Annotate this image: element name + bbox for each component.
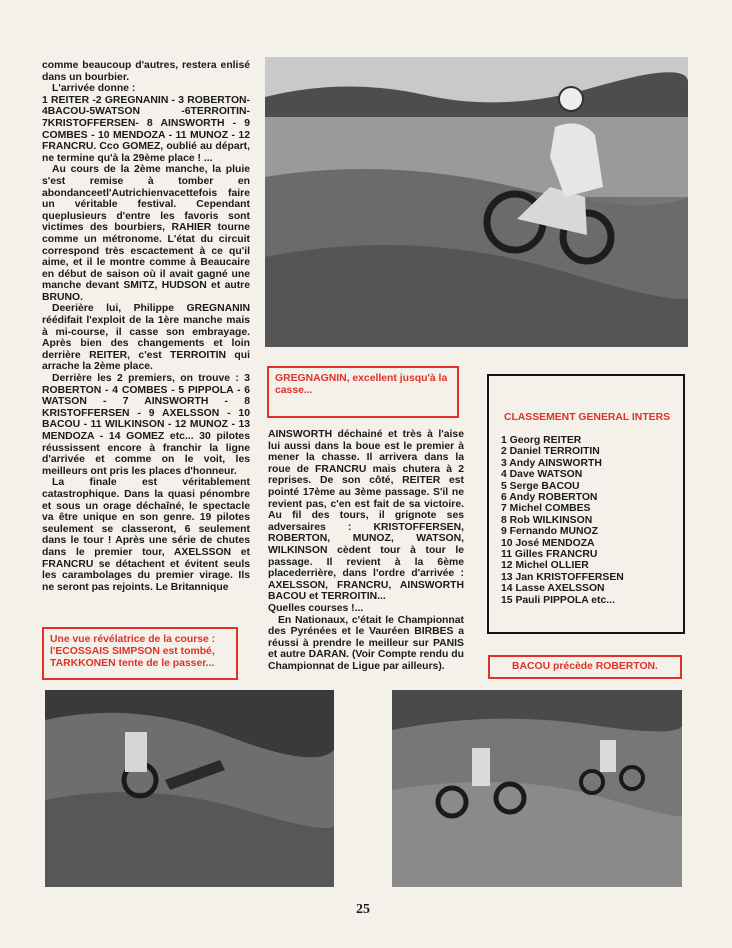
classement-entry: 3 Andy AINSWORTH xyxy=(501,457,602,469)
page-number: 25 xyxy=(356,902,370,917)
classement-entry: 13 Jan KRISTOFFERSEN xyxy=(501,571,624,583)
classement-entry: 8 Rob WILKINSON xyxy=(501,514,593,526)
paragraph: AINSWORTH déchainé et très à l'aise lui aussi dans la boue est le premier à mener la chasse. Il arrivera dans la roue de FRANCRU mais chutera à 2 reprises. De son côté, REITER est pointé 17ème au 3ème passage. S'il ne revient pas, c'en est fait de sa victoire. Au fil des tours, il grignote ses adversaires : KRISTOFFERSEN, ROBERTON, MUNOZ, WATSON, WILKINSON cèdent tour à tour le passage. Il revient à la 6ème placederrière, dans l'ordre d'arrivée : AXELSSON, FRANCRU, AINSWORTH BACOU et TERROITIN... xyxy=(268,429,464,603)
paragraph: En Nationaux, c'était le Championnat des Pyrénées et le Vauréen BIRBES a réussi à prendre le meilleur sur PANIS et autre DARAN. (Voir Compte rendu du Championnat de Ligue par ailleurs). xyxy=(268,614,464,672)
classement-entry: 5 Serge BACOU xyxy=(501,480,580,492)
paragraph: comme beaucoup d'autres, restera enlisé dans un bourbier. xyxy=(42,60,250,83)
photo-simpson-fall xyxy=(45,690,334,887)
classement-entry: 9 Fernando MUNOZ xyxy=(501,526,598,538)
classement-entry: 4 Dave WATSON xyxy=(501,469,583,481)
photo-simpson-fall-image xyxy=(45,690,334,887)
classement-entry: 12 Michel OLLIER xyxy=(501,560,589,572)
classement-entry: 11 Gilles FRANCRU xyxy=(501,549,598,561)
caption-ecossais-simpson: Une vue révélatrice de la course : l'ECOSSAIS SIMPSON est tombé, TARKKONEN tente de le passer... xyxy=(42,627,238,680)
photo-rider-gregnagnin-image xyxy=(265,57,688,347)
classement-entry: 10 José MENDOZA xyxy=(501,537,595,549)
paragraph: Derrière les 2 premiers, on trouve : 3 ROBERTON - 4 COMBES - 5 PIPPOLA - 6 WATSON - 7 AINSWORTH - 8 KRISTOFFERSEN - 9 AXELSSON - 10 BACOU - 11 WILKINSON - 12 MUNOZ - 13 MENDOZA - 14 GOMEZ etc... 30 pilotes réussissent encore à franchir la ligne d'arrivée et comme on le voit, les meilleurs ont pris les places d'honneur. xyxy=(42,373,250,477)
article-column-middle xyxy=(268,429,464,672)
paragraph: Au cours de la 2ème manche, la pluie s'est remise à tomber en abondanceetl'Autrichienvacettefois faire un véritable festival. Cependant queplusieurs d'entre les favoris sont victimes des bourbiers, RAHIER tourne comme un métronome. L'état du circuit correspond très escactement à ce qu'il aime, et il le montre comme à Beaucaire en début de saison où il avait gagné une manche devant SMITZ, HUDSON et autre BRUNO. xyxy=(42,164,250,303)
paragraph: La finale est véritablement catastrophique. Dans la quasi pénombre et sous un orage déchaîné, le spectacle va être unique en son genre. 19 pilotes seulement se classeront, 6 seulement dans le tour ! Après une série de chutes dans le premier tour, AXELSSON et FRANCRU se détachent et évitent seuls les carambolages du premier virage. Ils ne seront pas rejoints. Le Britannique xyxy=(42,477,250,593)
caption-gregnagnin: GREGNAGNIN, excellent jusqu'à la casse... xyxy=(267,366,459,418)
photo-bacou-roberton xyxy=(392,690,682,887)
caption-bacou: BACOU précède ROBERTON. xyxy=(488,655,682,679)
paragraph: 1 REITER -2 GREGNANIN - 3 ROBERTON-4BACOU-5WATSON -6TERROITIN-7KRISTOFFERSEN- 8 AINSWORTH - 9 COMBES - 10 MENDOZA - 11 MUNOZ - 12 FRANCRU. Cco GOMEZ, oublié au départ, ne termine qu'à la 29ème place ! ... xyxy=(42,94,250,164)
classement-entry: 15 Pauli PIPPOLA etc... xyxy=(501,594,615,606)
photo-rider-gregnagnin xyxy=(265,57,688,347)
classement-title: CLASSEMENT GENERAL INTERS xyxy=(503,412,671,423)
paragraph: Quelles courses !... xyxy=(268,602,364,614)
photo-bacou-roberton-image xyxy=(392,690,682,887)
classement-entry: 1 Georg REITER xyxy=(501,435,582,446)
paragraph: Deerière lui, Philippe GREGNANIN réédifait l'exploit de la 1ère manche mais à mi-course, il casse son embrayage. Après bien des changements et loin derrière REITER, c'est TERROITIN qui arrache la 2ème place. xyxy=(42,303,250,373)
paragraph: L'arrivée donne : xyxy=(52,83,136,95)
classement-entry: 6 Andy ROBERTON xyxy=(501,492,598,504)
classement-entry: 7 Michel COMBES xyxy=(501,503,591,515)
classement-general-box xyxy=(487,374,685,634)
article-column-left xyxy=(42,60,250,593)
classement-entry: 14 Lasse AXELSSON xyxy=(501,583,605,595)
classement-list xyxy=(501,435,673,606)
classement-entry: 2 Daniel TERROITIN xyxy=(501,446,600,458)
